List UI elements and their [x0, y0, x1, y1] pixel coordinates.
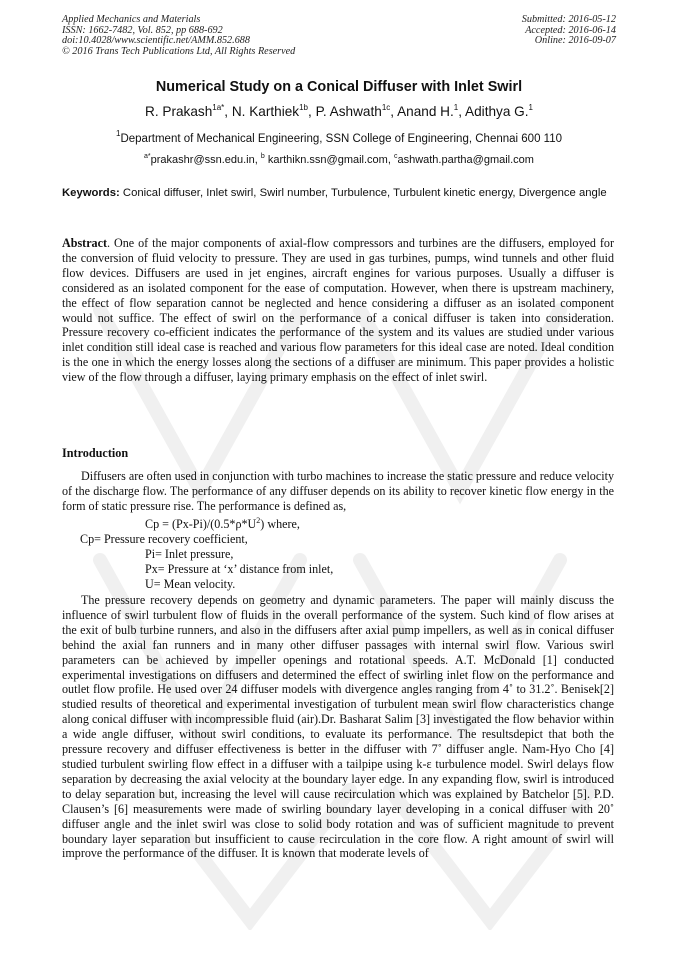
author-name: P. Ashwath	[315, 104, 382, 119]
author-affiliation-mark: 1c	[381, 103, 391, 112]
intro-paragraph: Diffusers are often used in conjunction with turbo machines to increase the static pressure and reduce velocity of the discharge flow. The performance of any diffuser depends on its ability to recover kinetic flow energy in the form of static pressure rise. The performance is defined as,	[62, 469, 614, 513]
keywords-label: Keywords:	[62, 187, 120, 199]
definition-u: U= Mean velocity.	[145, 577, 236, 591]
definition-px: Px= Pressure at ‘x’ distance from inlet,	[145, 562, 334, 576]
author-name: Anand H.	[397, 104, 454, 119]
definition-pi: Pi= Inlet pressure,	[145, 547, 234, 561]
intro-paragraph: The pressure recovery depends on geometry and dynamic parameters. The paper will mainly discuss the influence of swirl turbulent flow of fluids in the overall performance of the system. Such kind of flow arises at the exit of bulb turbine runners, and also in the diffusers after axial pump impellers, as well as in conical diffuser behind the axial fan runners and in many other diffuser passages with internal swirl flow. Various swirl parameters can be achieved by impeller openings and rotational speeds. A.T. McDonald [1] conducted experimental investigations on diffusers and determined the effect of swirling inlet flow on the performance and outlet flow profile. He used over 24 diffuser models with divergence angles ranging from 4˚ to 31.2˚. Benisek[2] studied results of theoretical and experimental investigation of turbulent mean swirl flow characteristics change along conical diffuser with incompressible fluid (air).Dr. Basharat Salim [3] investigated the flow behavior within a wide angle diffuser, without swirl conditions, to evaluate its performance. The resultsdepict that both the pressure recovery and diffuser effectiveness is better in the diffuser with 7˚ diffuser angle. Nam-Hyo Cho [4] studied turbulent swirling flow effect in a diffuser with a tailpipe using k-ε turbulence model. Swirl delays flow separation by decreasing the axial velocity at the boundary layer edge. In any expanding flow, swirl is introduced to delay separation but, increasing the level will cause recirculation which was explained by Batchelor [5]. P.D. Clausen’s [6] measurements were made of swirling boundary layer developing in a conical diffuser with 20˚ diffuser angle and the inlet swirl was close to solid body rotation and was of sufficient magnitude to prevent boundary layer separation but insufficient to cause recirculation in the core flow. A right amount of swirl will improve the performance of the diffuser. It is known that moderate levels of	[62, 593, 614, 861]
keywords	[62, 186, 614, 201]
author-affiliation-mark: 1	[453, 103, 459, 112]
formula-main: Cp = (Px-Pi)/(0.5*ρ*U	[145, 517, 257, 531]
author-affiliation-mark: 1	[528, 103, 533, 112]
author-name: Adithya G.	[465, 104, 529, 119]
abstract	[62, 236, 614, 385]
accepted-date: Accepted: 2016-06-14	[525, 24, 616, 36]
author-emails: $^{a*}$prakashr@ssn.edu.in, $^b$ karthikn.ssn@gmail.com, $^c$ashwath.partha@gmail.com	[144, 153, 534, 166]
email-mark: b	[260, 153, 265, 160]
online-date: Online: 2016-09-07	[534, 35, 616, 46]
author-affiliation-mark: 1a*	[212, 103, 225, 112]
issn-line: ISSN: 1662-7482, Vol. 852, pp 688-692	[62, 24, 223, 36]
email-address: karthikn.ssn@gmail.com	[267, 154, 388, 166]
definition-cp: Cp= Pressure recovery coefficient,	[80, 532, 248, 546]
doi-line: doi:10.4028/www.scientific.net/AMM.852.688	[62, 35, 250, 46]
keywords-text: Conical diffuser, Inlet swirl, Swirl number, Turbulence, Turbulent kinetic energy, Divergence angle	[122, 187, 607, 199]
affiliation	[0, 129, 678, 145]
pressure-recovery-formula	[145, 517, 300, 532]
submission-dates	[522, 15, 616, 47]
author-list: R. Prakash$^{1a*}$, N. Karthiek$^{1b}$, P. Ashwath$^{1c}$, Anand H.$^1$, Adithya G.$^1$	[145, 103, 533, 119]
abstract-label: Abstract	[62, 236, 108, 250]
email-mark: c	[393, 153, 398, 160]
formula-end: ) where,	[260, 517, 300, 531]
journal-info	[62, 15, 295, 57]
formula-exponent: 2	[256, 516, 261, 525]
email-mark: a*	[144, 153, 151, 160]
journal-name: Applied Mechanics and Materials	[62, 14, 201, 25]
submitted-date: Submitted: 2016-05-12	[521, 14, 616, 25]
section-heading-introduction: Introduction	[62, 446, 129, 460]
email-address: ashwath.partha@gmail.com	[397, 154, 534, 166]
author-name: N. Karthiek	[231, 104, 300, 119]
paper-title: Numerical Study on a Conical Diffuser with Inlet Swirl	[155, 79, 523, 95]
abstract-text: . One of the major components of axial-flow compressors and turbines are the diffusers, employed for the conversion of fluid velocity to pressure. They are used in gas turbines, pumps, wind tunnels and other fluid flow devices. Diffusers are used in jet engines, aircraft engines for various purposes. Usually a diffuser is considered as an isolated component for the ease of computation. However, when there is upstream machinery, the effect of flow separation cannot be neglected and hence considering a diffuser as an isolated component would not suffice. The effect of swirl on the performance of a conical diffuser is taken into consideration. Pressure recovery co-efficient indicates the performance of the system and its values are studied under various inlet condition still ideal case is reached and various flow parameters for this ideal case are noted. Ideal condition is the one in which the energy losses along the sections of a diffuser are minimum. This paper provides a holistic view of the flow through a diffuser, laying primary emphasis on the effect of inlet swirl.	[62, 236, 614, 385]
author-affiliation-mark: 1b	[299, 103, 308, 112]
email-address: prakashr@ssn.edu.in	[150, 154, 255, 166]
affiliation-mark: 1	[116, 129, 121, 138]
affiliation-text: Department of Mechanical Engineering, SSN College of Engineering, Chennai 600 110	[120, 133, 562, 145]
copyright-line: © 2016 Trans Tech Publications Ltd, All Rights Reserved	[62, 45, 296, 57]
author-name: R. Prakash	[145, 104, 213, 119]
